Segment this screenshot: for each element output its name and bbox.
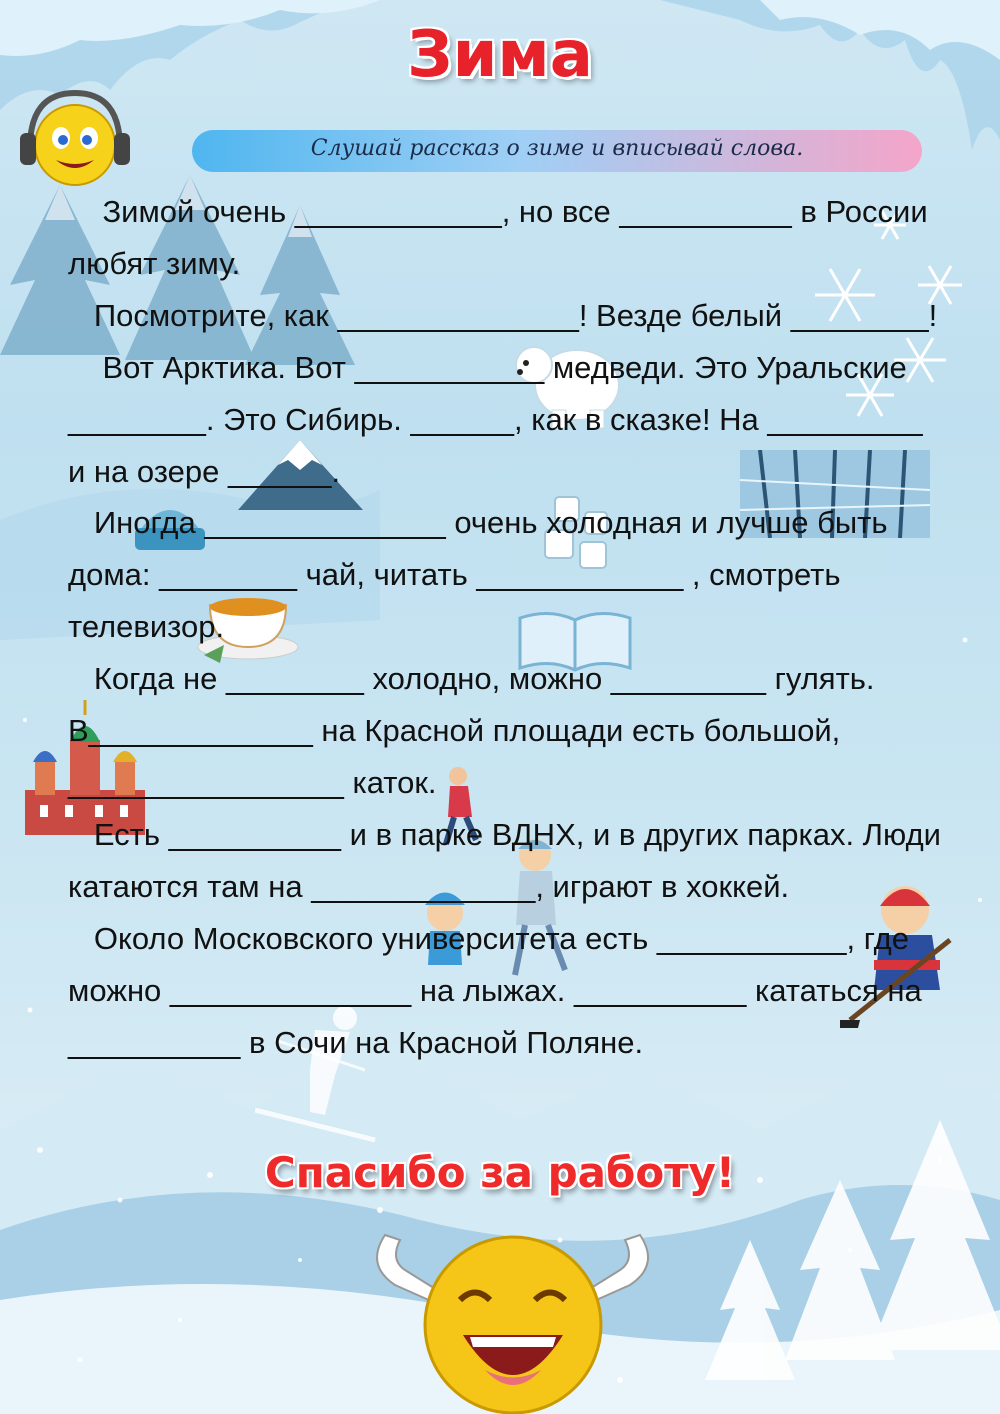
- paragraph-6: Есть __________ и в парке ВДНХ, и в других парках. Люди катаются там на _____________, играют в хоккей.: [68, 816, 941, 904]
- paragraph-2: Посмотрите, как ______________! Везде белый ________!: [68, 297, 938, 333]
- page-title: Зима: [407, 18, 593, 92]
- instruction-banner: [192, 130, 922, 172]
- worksheet-text: [68, 186, 948, 1068]
- paragraph-1: Зимой очень ____________, но все __________ в России любят зиму.: [68, 194, 928, 281]
- paragraph-3: Вот Арктика. Вот ___________ медведи. Это Уральские ________. Это Сибирь. ______, как в сказке! На _________ и на озере ______.: [68, 349, 923, 489]
- closing-text: Спасибо за работу!: [264, 1148, 736, 1197]
- paragraph-4: Иногда ______________ очень холодная и лучше быть дома: ________ чай, читать ____________ , смотреть телевизор.: [68, 505, 888, 645]
- paragraph-7: Около Московского университета есть ___________, где можно ______________ на лыжах. __________ кататься на __________ в Сочи на Красной Поляне.: [68, 920, 922, 1060]
- headphones-smiley-icon: [18, 88, 133, 193]
- waving-smiley-icon: [345, 1215, 680, 1414]
- instruction-text: Слушай рассказ о зиме и вписывай слова.: [310, 136, 804, 161]
- paragraph-5: Когда не ________ холодно, можно _________ гулять. В_____________ на Красной площади есть большой, ________________ каток.: [68, 661, 875, 800]
